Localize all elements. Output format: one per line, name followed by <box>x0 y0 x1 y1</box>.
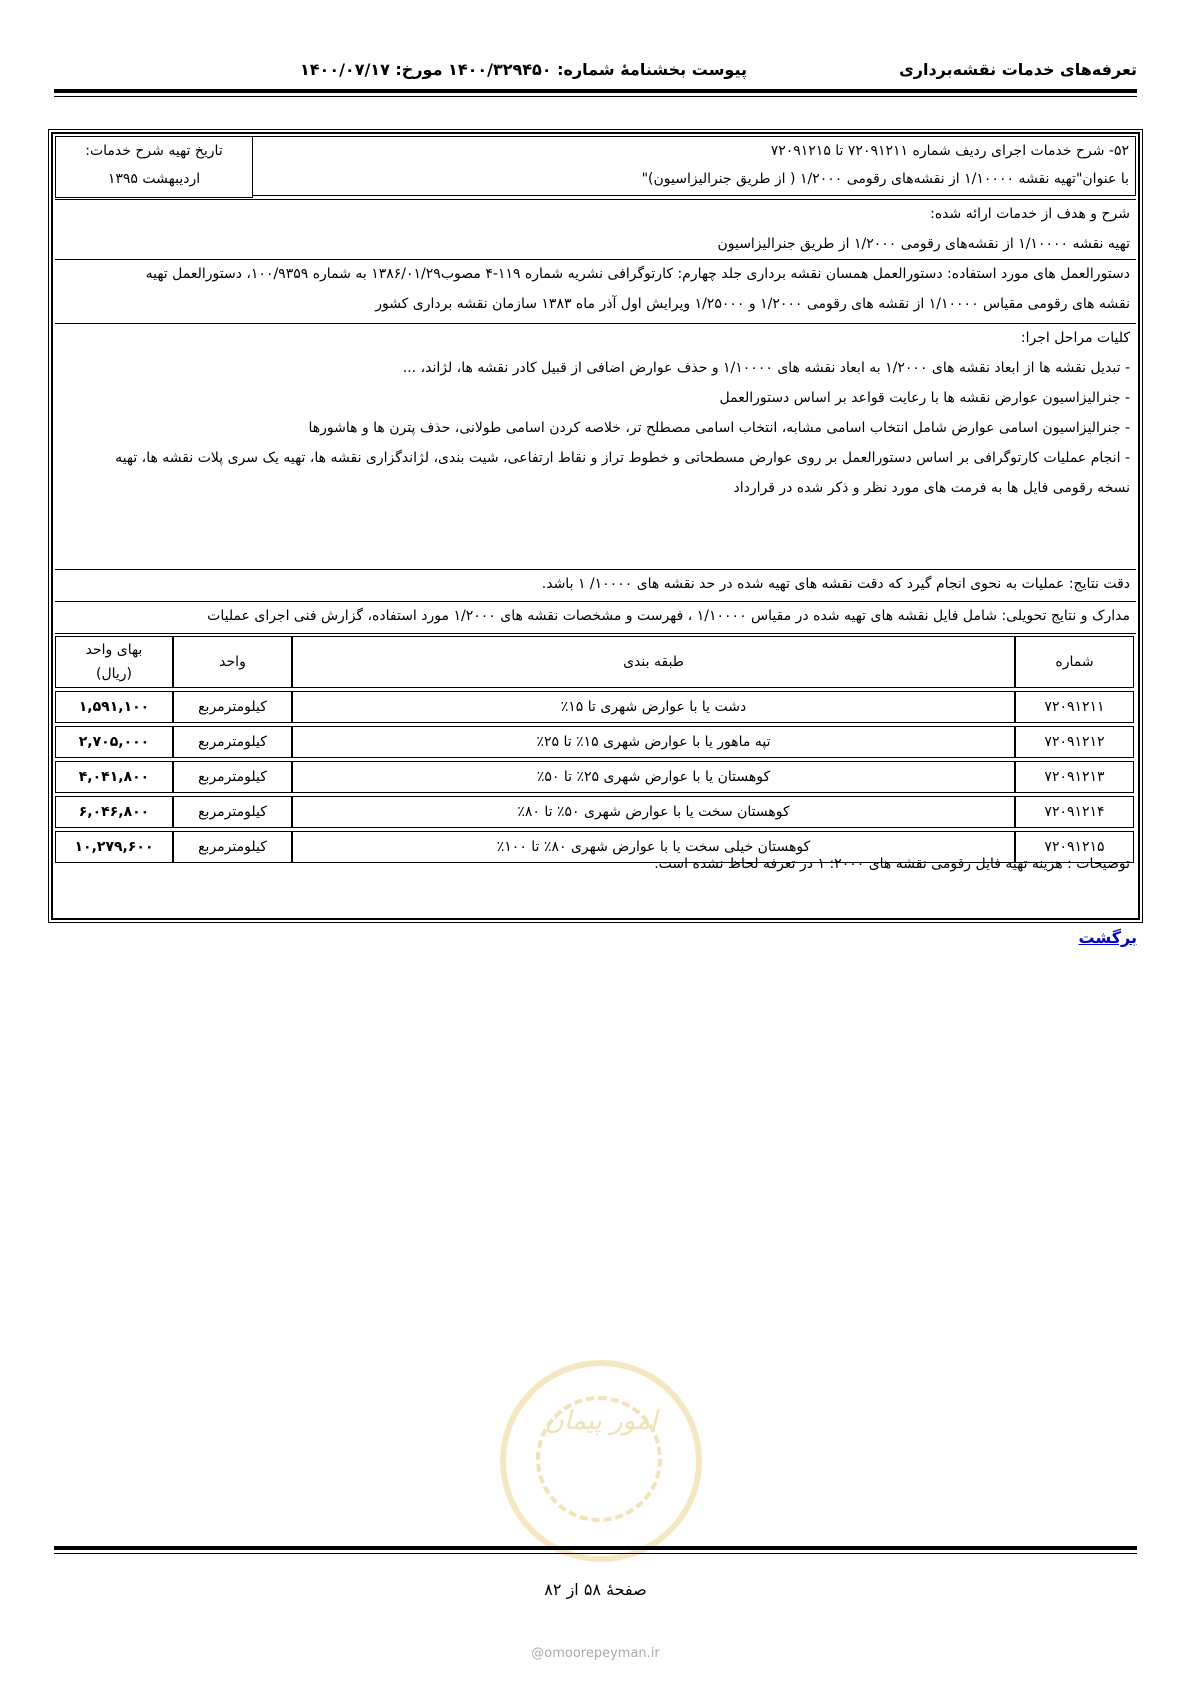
cell-price: ۲,۷۰۵,۰۰۰ <box>55 726 173 758</box>
col-header-price-line2: (ریال) <box>95 666 133 682</box>
standards-line2: نقشه های رقومی مقیاس ۱/۱۰۰۰۰ از نقشه های رقومی ۱/۲۰۰۰ و ۱/۲۵۰۰۰ ویرایش اول آذر ماه ۱۳۸۳ سازمان نقشه برداری کشور <box>375 296 1130 312</box>
col-header-unit: واحد <box>173 636 292 688</box>
goal-label: شرح و هدف از خدمات ارائه شده: <box>930 206 1130 222</box>
circular-reference: پیوست بخشنامهٔ شماره: ۱۴۰۰/۳۲۹۴۵۰ مورخ: ۱۴۰۰/۰۷/۱۷ <box>300 60 747 79</box>
item-title-box <box>252 136 1136 196</box>
cell-number: ۷۲۰۹۱۲۱۲ <box>1015 726 1134 758</box>
cell-unit: کیلومترمربع <box>173 761 292 793</box>
table-header-row <box>55 636 1134 688</box>
page-header <box>54 56 1137 88</box>
item-title-line2: با عنوان"تهیه نقشه ۱/۱۰۰۰۰ از نقشه‌های رقومی ۱/۲۰۰۰ ( از طریق جنرالیزاسیون)" <box>641 171 1129 187</box>
table-row <box>55 691 1134 723</box>
item-title-line1: ۵۲- شرح خدمات اجرای ردیف شماره ۷۲۰۹۱۲۱۱ تا ۷۲۰۹۱۲۱۵ <box>770 143 1129 159</box>
col-header-price-line1: بهای واحد <box>85 642 143 658</box>
page-number: صفحهٔ ۵۸ از ۸۲ <box>544 1580 647 1599</box>
cell-number: ۷۲۰۹۱۲۱۵ <box>1015 831 1134 863</box>
standards-section <box>55 259 1136 324</box>
rates-table <box>55 633 1134 866</box>
site-watermark: @omoorepeyman.ir <box>531 1646 660 1661</box>
step-item: - جنرالیزاسیون اسامی عوارض شامل انتخاب اسامی مشابه، انتخاب اسامی مصطلح تر، خلاصه کردن اسامی طولانی، حذف پترن ها و هاشورها <box>308 420 1130 436</box>
document-title: تعرفه‌های خدمات نقشه‌برداری <box>899 60 1137 79</box>
prep-date-label: تاریخ تهیه شرح خدمات: <box>85 143 223 159</box>
deliverables-section <box>55 601 1136 634</box>
service-description-frame <box>51 132 1140 920</box>
step-item: نسخه رقومی فایل ها به فرمت های مورد نظر و ذکر شده در قرارداد <box>733 480 1130 496</box>
accuracy-text: دقت نتایج: عملیات به نحوی انجام گیرد که دقت نقشه های تهیه شده در حد نقشه های ۱۰۰۰۰/ ۱ باشد. <box>541 576 1130 592</box>
goal-text: تهیه نقشه ۱/۱۰۰۰۰ از نقشه‌های رقومی ۱/۲۰۰۰ از طریق جنرالیزاسیون <box>717 236 1130 252</box>
cell-price: ۱,۵۹۱,۱۰۰ <box>55 691 173 723</box>
deliverables-text: مدارک و نتایج تحویلی: شامل فایل نقشه های تهیه شده در مقیاس ۱/۱۰۰۰۰ ، فهرست و مشخصات نقشه های ۱/۲۰۰۰ مورد استفاده، گزارش فنی اجرای عملیات <box>207 608 1130 624</box>
cell-unit: کیلومترمربع <box>173 796 292 828</box>
watermark-text: امور پیمان <box>544 1406 658 1436</box>
cell-unit: کیلومترمربع <box>173 831 292 863</box>
footer-rule-thin <box>54 1553 1137 1554</box>
table-row <box>55 761 1134 793</box>
cell-classification: تپه ماهور یا با عوارض شهری ۱۵٪ تا ۲۵٪ <box>292 726 1015 758</box>
table-row <box>55 726 1134 758</box>
col-header-number: شماره <box>1015 636 1134 688</box>
step-item: - جنرالیزاسیون عوارض نقشه ها با رعایت قواعد بر اساس دستورالعمل <box>719 390 1130 406</box>
accuracy-section <box>55 569 1136 602</box>
notes-text: توضیحات : هزینه تهیه فایل رقومی نقشه های ۲۰۰۰: ۱ در تعرفه لحاظ نشده است. <box>654 856 1130 872</box>
cell-number: ۷۲۰۹۱۲۱۴ <box>1015 796 1134 828</box>
cell-number: ۷۲۰۹۱۲۱۱ <box>1015 691 1134 723</box>
item-title-section <box>55 134 1136 200</box>
back-link[interactable]: برگشت <box>1078 928 1137 947</box>
cell-classification: کوهستان خیلی سخت یا با عوارض شهری ۸۰٪ تا ۱۰۰٪ <box>292 831 1015 863</box>
standards-line1: دستورالعمل های مورد استفاده: دستورالعمل همسان نقشه برداری جلد چهارم: کارتوگرافی نشریه شماره ۱۱۹-۴ مصوب۱۳۸۶/۰۱/۲۹ به شماره ۱۰۰/۹۳۵۹، دستورالعمل تهیه <box>145 266 1130 282</box>
steps-label: کلیات مراحل اجرا: <box>1020 330 1130 346</box>
cell-price: ۶,۰۴۶,۸۰۰ <box>55 796 173 828</box>
cell-unit: کیلومترمربع <box>173 726 292 758</box>
cell-number: ۷۲۰۹۱۲۱۳ <box>1015 761 1134 793</box>
cell-classification: دشت یا با عوارض شهری تا ۱۵٪ <box>292 691 1015 723</box>
header-rule-thin <box>54 96 1137 97</box>
footer-rule-thick <box>54 1546 1137 1550</box>
prep-date-box <box>55 136 253 198</box>
step-item: - تبدیل نقشه ها از ابعاد نقشه های ۱/۲۰۰۰ به ابعاد نقشه های ۱/۱۰۰۰۰ و حذف عوارض اضافی از قبیل کادر نقشه ها، لژاند، ... <box>402 360 1130 376</box>
cell-classification: کوهستان سخت یا با عوارض شهری ۵۰٪ تا ۸۰٪ <box>292 796 1015 828</box>
table-row <box>55 796 1134 828</box>
watermark-logo <box>500 1360 702 1562</box>
step-item: - انجام عملیات کارتوگرافی بر اساس دستورالعمل بر روی عوارض مسطحاتی و خطوط تراز و نقاط ارتفاعی، شیت بندی، لژاندگزاری نقشه ها، تهیه یک سری پلات نقشه ها، تهیه <box>115 450 1130 466</box>
goal-section <box>55 199 1136 260</box>
col-header-classification: طبقه بندی <box>292 636 1015 688</box>
steps-section <box>55 323 1136 570</box>
cell-price: ۴,۰۴۱,۸۰۰ <box>55 761 173 793</box>
cell-classification: کوهستان یا با عوارض شهری ۲۵٪ تا ۵۰٪ <box>292 761 1015 793</box>
header-rule-thick <box>54 89 1137 93</box>
col-header-price <box>55 636 173 688</box>
cell-unit: کیلومترمربع <box>173 691 292 723</box>
prep-date-value: اردیبهشت ۱۳۹۵ <box>107 171 201 187</box>
cell-price: ۱۰,۲۷۹,۶۰۰ <box>55 831 173 863</box>
